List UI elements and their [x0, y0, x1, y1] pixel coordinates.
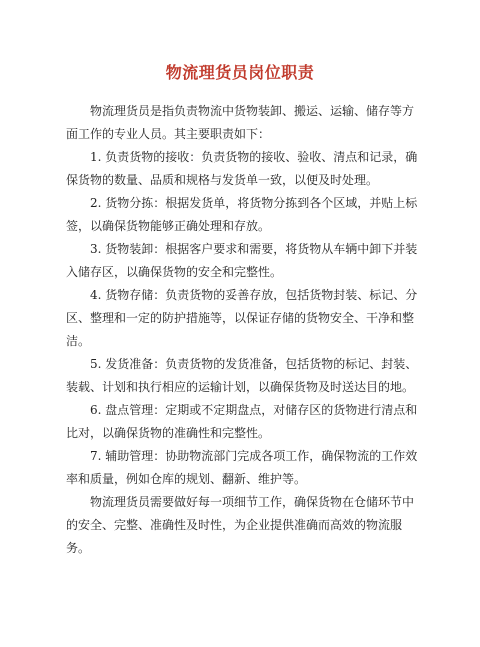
duty-item-3: 3. 货物装卸：根据客户要求和需要，将货物从车辆中卸下并装入储存区，以确保货物的安全和完整性。 [66, 242, 418, 279]
document-title: 物流理货员岗位职责 [165, 63, 315, 82]
duty-item-2: 2. 货物分拣：根据发货单，将货物分拣到各个区域，并贴上标签，以确保货物能够正确处理和存放。 [66, 196, 418, 233]
duty-item-1: 1. 负责货物的接收：负责货物的接收、验收、清点和记录，确保货物的数量、品质和规格与发货单一致，以便及时处理。 [66, 150, 418, 187]
duty-item-7: 7. 辅助管理：协助物流部门完成各项工作，确保物流的工作效率和质量，例如仓库的规划、翻新、维护等。 [66, 449, 418, 486]
document-body [66, 100, 422, 560]
conclusion-paragraph: 物流理货员需要做好每一项细节工作，确保货物在仓储环节中的安全、完整、准确性及时性，为企业提供准确而高效的物流服务。 [66, 495, 415, 555]
duty-item-6: 6. 盘点管理：定期或不定期盘点，对储存区的货物进行清点和比对，以确保货物的准确性和完整性。 [66, 403, 418, 440]
intro-paragraph: 物流理货员是指负责物流中货物装卸、搬运、运输、储存等方面工作的专业人员。其主要职责如下： [66, 104, 415, 141]
duty-item-5: 5. 发货准备：负责货物的发货准备，包括货物的标记、封装、装载、计划和执行相应的运输计划，以确保货物及时送达目的地。 [66, 357, 418, 394]
duty-item-4: 4. 货物存储：负责货物的妥善存放，包括货物封装、标记、分区、整理和一定的防护措施等，以保证存储的货物安全、干净和整洁。 [66, 288, 418, 348]
